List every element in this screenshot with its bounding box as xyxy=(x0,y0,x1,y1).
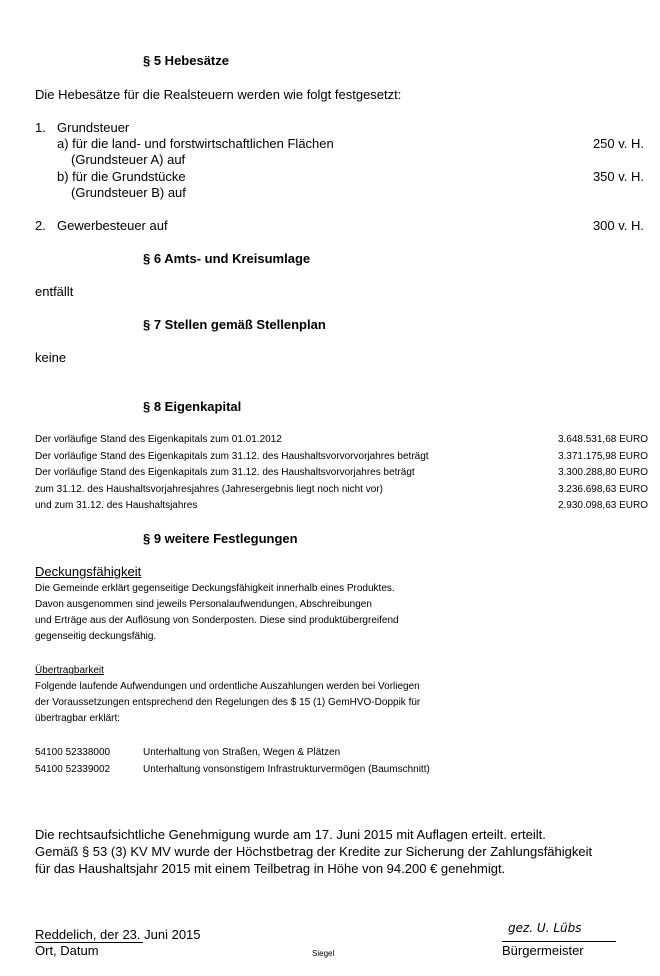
item-1-number: 1. xyxy=(35,120,46,135)
item-2-number: 2. xyxy=(35,218,46,233)
approval-line: Gemäß § 53 (3) KV MV wurde der Höchstbetrag der Kredite zur Sicherung der Zahlungsfähigkeit xyxy=(35,844,593,859)
item-2-value: 300 v. H. xyxy=(592,218,644,233)
equity-row-label: und zum 31.12. des Haushaltsjahres xyxy=(35,500,198,511)
uebertrag-line: übertragbar erklärt: xyxy=(35,713,121,724)
seal-label: Siegel xyxy=(312,949,335,958)
equity-row-value: 3.648.531,68 EURO xyxy=(557,434,648,445)
equity-row-label: Der vorläufige Stand des Eigenkapitals zum 31.12. des Haushaltsvorvorjahres beträgt xyxy=(35,467,415,478)
deckung-line: Davon ausgenommen sind jeweils Personalaufwendungen, Abschreibungen xyxy=(35,599,372,610)
account-code: 54100 52339002 xyxy=(35,764,111,775)
item-2-label: Gewerbesteuer auf xyxy=(57,218,168,233)
equity-row-label: zum 31.12. des Haushaltsvorjahresjahres (Jahresergebnis liegt noch nicht vor) xyxy=(35,484,383,495)
place-date-label: Ort, Datum xyxy=(35,943,99,958)
item-1-label: Grundsteuer xyxy=(57,120,130,135)
mayor-role: Bürgermeister xyxy=(502,943,584,958)
equity-row-value: 2.930.098,63 EURO xyxy=(557,500,648,511)
item-1b-line1: b) für die Grundstücke xyxy=(57,169,186,184)
item-1b-line2: (Grundsteuer B) auf xyxy=(71,185,186,200)
place-date: Reddelich, der 23. Juni 2015 xyxy=(35,927,201,942)
section-6-heading: § 6 Amts- und Kreisumlage xyxy=(143,251,311,266)
equity-row-value: 3.300.288,80 EURO xyxy=(557,467,648,478)
account-desc: Unterhaltung vonsonstigem Infrastrukturvermögen (Baumschnitt) xyxy=(143,764,430,775)
section-7-heading: § 7 Stellen gemäß Stellenplan xyxy=(143,317,326,332)
deckung-line: und Erträge aus der Auflösung von Sonderposten. Diese sind produktübergreifend xyxy=(35,615,399,626)
section-6-text: entfällt xyxy=(35,284,74,299)
item-1a-line2: (Grundsteuer A) auf xyxy=(71,152,186,167)
item-1b-value: 350 v. H. xyxy=(592,169,644,184)
deckung-line: Die Gemeinde erklärt gegenseitige Deckungsfähigkeit innerhalb eines Produktes. xyxy=(35,583,395,594)
account-desc: Unterhaltung von Straßen, Wegen & Plätzen xyxy=(143,747,341,758)
uebertrag-line: der Voraussetzungen entsprechend den Regelungen des $ 15 (1) GemHVO-Doppik für xyxy=(35,697,421,708)
equity-row-label: Der vorläufige Stand des Eigenkapitals zum 01.01.2012 xyxy=(35,434,282,445)
account-code: 54100 52338000 xyxy=(35,747,111,758)
item-1a-value: 250 v. H. xyxy=(592,136,644,151)
uebertrag-title: Übertragbarkeit xyxy=(35,665,104,676)
approval-line: Die rechtsaufsichtliche Genehmigung wurde am 17. Juni 2015 mit Auflagen erteilt. erteilt. xyxy=(35,827,546,842)
equity-row-value: 3.236.698,63 EURO xyxy=(557,484,648,495)
section-9-heading: § 9 weitere Festlegungen xyxy=(143,531,298,546)
signature: gez. U. Lübs xyxy=(508,921,582,935)
equity-row-label: Der vorläufige Stand des Eigenkapitals zum 31.12. des Haushaltsvorvorvorjahres beträgt xyxy=(35,451,429,462)
deckung-title: Deckungsfähigkeit xyxy=(35,564,142,579)
signature-rule xyxy=(502,941,616,942)
section-5-intro: Die Hebesätze für die Realsteuern werden wie folgt festgesetzt: xyxy=(35,87,402,102)
equity-row-value: 3.371.175,98 EURO xyxy=(557,451,648,462)
approval-line: für das Haushaltsjahr 2015 mit einem Teilbetrag in Höhe von 94.200 € genehmigt. xyxy=(35,861,506,876)
section-8-heading: § 8 Eigenkapital xyxy=(143,399,242,414)
uebertrag-line: Folgende laufende Aufwendungen und ordentliche Auszahlungen werden bei Vorliegen xyxy=(35,681,420,692)
deckung-line: gegenseitig deckungsfähig. xyxy=(35,631,157,642)
section-5-heading: § 5 Hebesätze xyxy=(143,53,229,68)
section-7-text: keine xyxy=(35,350,67,365)
item-1a-line1: a) für die land- und forstwirtschaftlichen Flächen xyxy=(57,136,334,151)
